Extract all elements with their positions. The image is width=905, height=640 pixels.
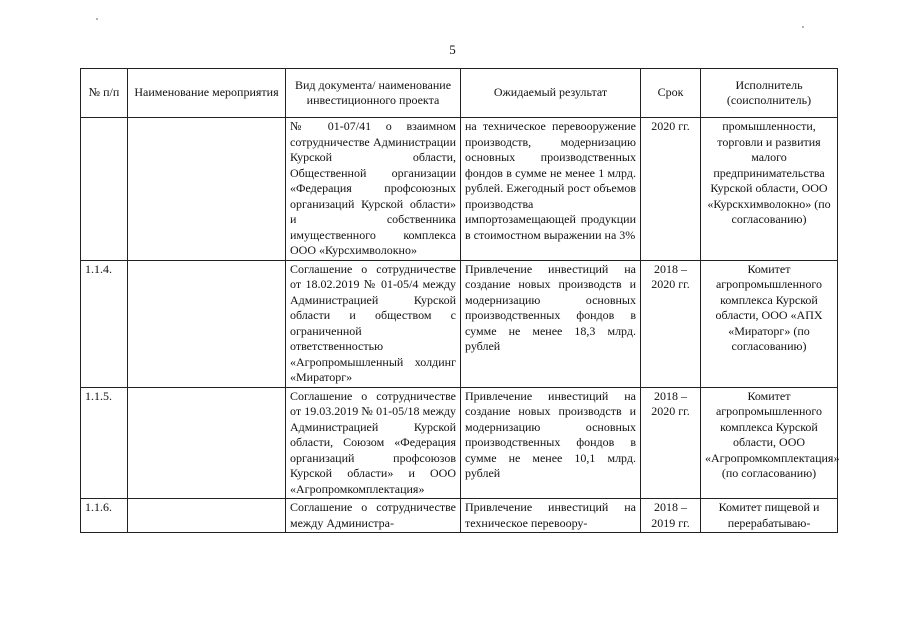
row-expected-result: Привлечение инвестиций на создание новых производств и модернизацию основных производственных фондов в сумме не менее 18,3 млрд. рублей: [461, 260, 641, 387]
table-row: [81, 260, 838, 387]
row-number: 1.1.6.: [81, 499, 128, 533]
row-executor: Комитет пищевой и перерабатываю-: [701, 499, 838, 533]
page-number: 5: [449, 42, 456, 57]
header-document: Вид документа/ наименование инвестиционного проекта: [286, 69, 461, 118]
row-document: Соглашение о сотрудничестве от 19.03.2019 № 01-05/18 между Администрацией Курской области, Союзом «Федерация организаций профсоюзов Курской области» и ООО «Агропромкомплектация»: [286, 387, 461, 499]
measures-table: [80, 68, 838, 533]
scan-speck: [802, 26, 804, 28]
row-executor: промышленности, торговли и развития малого предпринимательства Курской области, ООО «Курскхимволокно» (по согласованию): [701, 118, 838, 261]
row-expected-result: Привлечение инвестиций на создание новых производств и модернизацию основных производственных фондов в сумме не менее 10,1 млрд. рублей: [461, 387, 641, 499]
row-term: 2018 – 2020 гг.: [641, 260, 701, 387]
row-expected-result: на техническое перевооружение производств, модернизацию основных производственных фондов в сумме не менее 1 млрд. рублей. Ежегодный рост объемов производства импортозамещающей продукции в стоимостном выражении на 3%: [461, 118, 641, 261]
row-number: [81, 118, 128, 261]
row-expected-result: Привлечение инвестиций на техническое перевоору-: [461, 499, 641, 533]
row-document: Соглашение о сотрудничестве от 18.02.2019 № 01-05/4 между Администрацией Курской области и обществом с ограниченной ответственностью «Агропромышленный холдинг «Мираторг»: [286, 260, 461, 387]
row-document: Соглашение о сотрудничестве между Администра-: [286, 499, 461, 533]
header-term: Срок: [641, 69, 701, 118]
table-row: [81, 387, 838, 499]
header-measure-name: Наименование мероприятия: [128, 69, 286, 118]
header-executor: Исполнитель (соисполнитель): [701, 69, 838, 118]
table-row: [81, 118, 838, 261]
row-measure-name: [128, 260, 286, 387]
row-measure-name: [128, 118, 286, 261]
row-document: № 01-07/41 о взаимном сотрудничестве Администрации Курской области, Общественной организации «Федерация профсоюзных организаций Курской области» и собственника имущественного комплекса ООО «Курсхимволокно»: [286, 118, 461, 261]
row-measure-name: [128, 499, 286, 533]
table-header-row: [81, 69, 838, 118]
row-number: 1.1.4.: [81, 260, 128, 387]
row-measure-name: [128, 387, 286, 499]
row-executor: Комитет агропромышленного комплекса Курской области, ООО «АПХ «Мираторг» (по согласованию): [701, 260, 838, 387]
row-executor: Комитет агропромышленного комплекса Курской области, ООО «Агропромкомплектация» (по согласованию): [701, 387, 838, 499]
row-term: 2020 гг.: [641, 118, 701, 261]
header-number: № п/п: [81, 69, 128, 118]
row-term: 2018 – 2020 гг.: [641, 387, 701, 499]
scan-speck: [96, 18, 98, 20]
row-term: 2018 – 2019 гг.: [641, 499, 701, 533]
table-row: [81, 499, 838, 533]
header-expected-result: Ожидаемый результат: [461, 69, 641, 118]
row-number: 1.1.5.: [81, 387, 128, 499]
